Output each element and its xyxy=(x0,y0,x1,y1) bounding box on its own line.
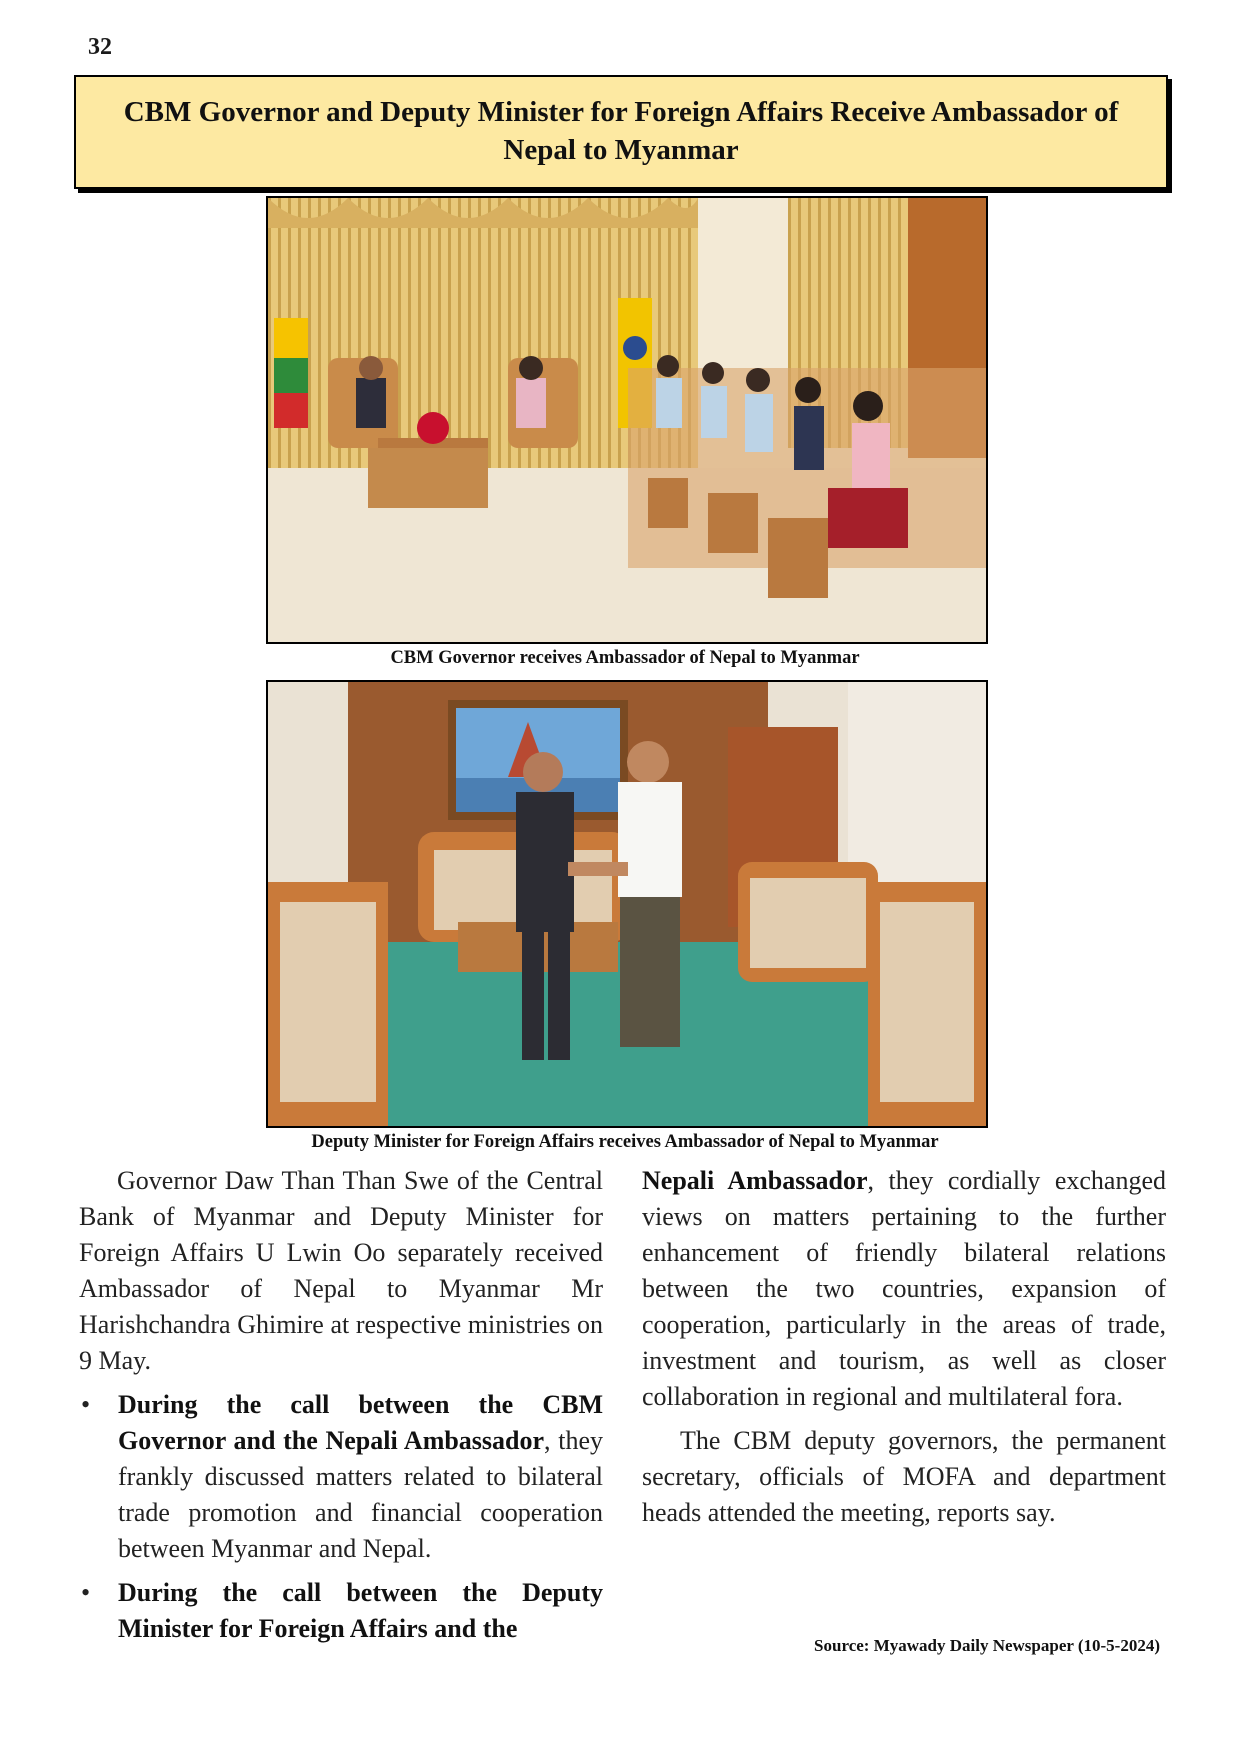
handshake-image xyxy=(268,682,986,1126)
page-number: 32 xyxy=(88,34,112,60)
article-closing: The CBM deputy governors, the permanent secretary, officials of MOFA and department heads attended the meeting, reports say. xyxy=(642,1426,1166,1527)
photo-deputy-minister-handshake xyxy=(266,680,988,1128)
meeting-room-image xyxy=(268,198,986,642)
bullet-deputy-minister xyxy=(79,1575,603,1647)
article-bullet-list xyxy=(79,1387,603,1647)
bullet-deputy-minister-continued xyxy=(642,1163,1166,1415)
article-column-left xyxy=(79,1163,603,1655)
bullet-heading-continued: Nepali Ambassador xyxy=(642,1166,868,1195)
headline-box xyxy=(74,75,1168,189)
bullet-heading: During the call between the CBM Governor and the Nepali Ambassador xyxy=(118,1390,603,1455)
bullet-body: , they frankly discussed matters related to bilateral trade promotion and financial cooperation between Myanmar and Nepal. xyxy=(118,1426,603,1563)
bullet-heading: During the call between the Deputy Minister for Foreign Affairs and the xyxy=(118,1578,603,1643)
source-credit: Source: Myawady Daily Newspaper (10-5-2024) xyxy=(814,1636,1160,1655)
photo-caption: Deputy Minister for Foreign Affairs receives Ambassador of Nepal to Myanmar xyxy=(311,1132,939,1152)
bullet-cbm-governor xyxy=(79,1387,603,1567)
photo-cbm-meeting xyxy=(266,196,988,644)
article-column-right xyxy=(642,1163,1166,1539)
bullet-body: , they cordially exchanged views on matters pertaining to the further enhancement of friendly bilateral relations between the two countries, expansion of cooperation, particularly in the areas of trade, investment and tourism, as well as closer collaboration in regional and multilateral fora. xyxy=(642,1166,1166,1411)
headline: CBM Governor and Deputy Minister for Foreign Affairs Receive Ambassador of Nepal to Myanmar xyxy=(123,96,1119,166)
photo-caption: CBM Governor receives Ambassador of Nepal to Myanmar xyxy=(390,648,860,668)
article-intro: Governor Daw Than Than Swe of the Central Bank of Myanmar and Deputy Minister for Foreign Affairs U Lwin Oo separately received Ambassador of Nepal to Myanmar Mr Harishchandra Ghimire at respective ministries on 9 May. xyxy=(79,1166,603,1375)
